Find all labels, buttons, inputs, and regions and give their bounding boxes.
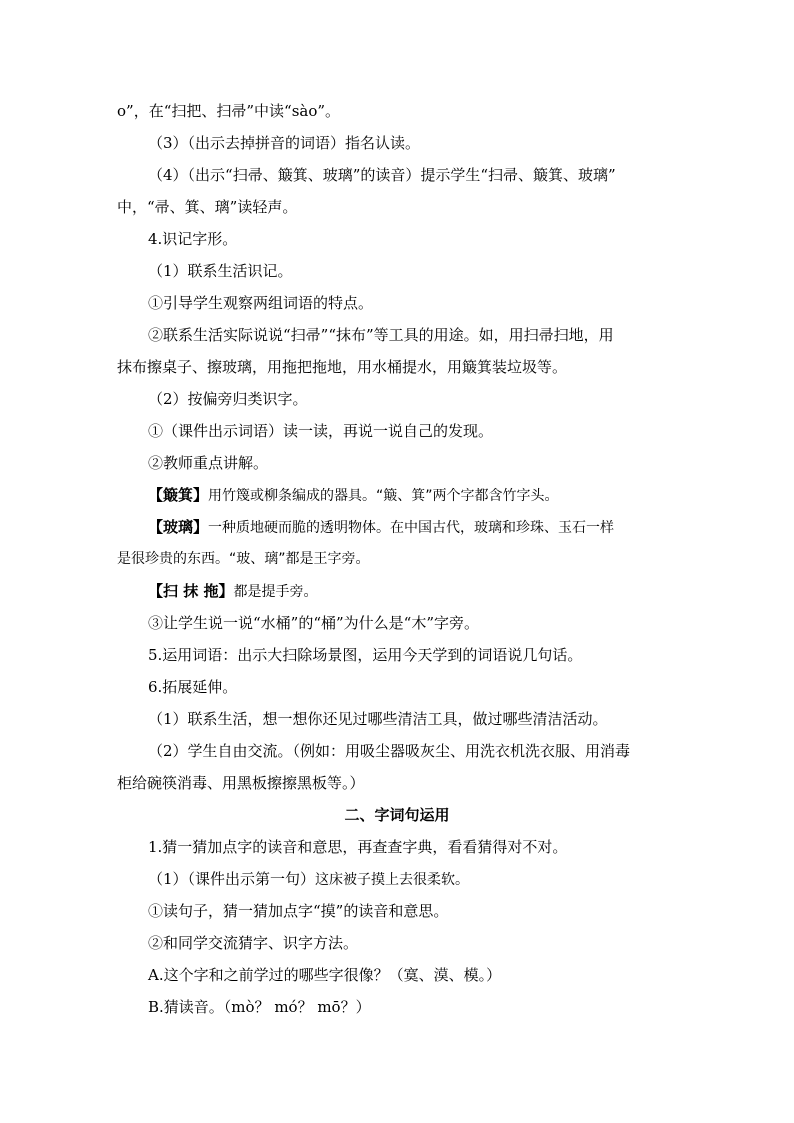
text-line: ②和同学交流猜字、识字方法。: [148, 934, 359, 952]
text-line: ①读句子，猜一猜加点字“摸”的读音和意思。: [148, 902, 449, 920]
example-sentence: 这床被子摸上去很柔软。: [315, 872, 470, 888]
text-line: 4.识记字形。: [148, 230, 238, 248]
text-line: （3）（出示去掉拼音的词语）指名认读。: [148, 134, 421, 152]
definition-text: 一种质地硬而脆的透明物体。在中国古代，玻璃和珍珠、玉石一样: [208, 520, 615, 536]
text-line: 中，“帚、箕、璃”读轻声。: [117, 198, 298, 216]
text-line: ①（课件出示词语）读一读，再说一说自己的发现。: [148, 422, 494, 440]
definition-term: 【玻璃】: [148, 518, 209, 536]
text-line: ③让学生说一说“水桶”的“桶”为什么是“木”字旁。: [148, 614, 480, 632]
text-line: 柜给碗筷消毒、用黑板擦擦黑板等。）: [117, 774, 365, 792]
text-span: （1）（课件出示第一句）: [148, 870, 316, 888]
text-line: （2）学生自由交流。（例如：用吸尘器吸灰尘、用洗衣机洗衣服、用消毒: [148, 742, 631, 760]
definition-text: 都是提手旁。: [233, 584, 318, 600]
definition-text: 用竹篾或柳条编成的器具。“簸、箕”两个字都含竹字头。: [208, 488, 559, 504]
text-line: （1）联系生活识记。: [148, 262, 293, 280]
text-line: B.猜读音。（mò？ mó？ mō？）: [148, 998, 371, 1016]
text-line: （2）按偏旁归类识字。: [148, 390, 308, 408]
definition-line: [148, 517, 708, 538]
text-line: （1）联系生活，想一想你还见过哪些清洁工具，做过哪些清洁活动。: [148, 710, 608, 728]
text-line: 抹布擦桌子、擦玻璃，用拖把拖地，用水桶提水，用簸箕装垃圾等。: [117, 358, 568, 376]
text-span: （4）（出示“扫帚、簸箕、玻璃”的读音）提示学生“扫帚、簸箕、玻璃”: [148, 166, 616, 184]
text-line: A.这个字和之前学过的哪些字很像？（寞、漠、模。）: [148, 966, 502, 984]
text-line: ②教师重点讲解。: [148, 454, 269, 472]
section-heading: 二、字词句运用: [344, 806, 450, 824]
text-line: 6.拓展延伸。: [148, 678, 238, 696]
definition-line: [148, 581, 708, 602]
text-line: ②联系生活实际说说“扫帚”“抹布”等工具的用途。如，用扫帚扫地，用: [148, 326, 614, 344]
definition-continuation: 是很珍贵的东西。“玻、璃”都是王字旁。: [117, 551, 370, 567]
text-line: 1.猜一猜加点字的读音和意思，再查查字典，看看猜得对不对。: [148, 838, 568, 856]
text-line: [148, 869, 708, 890]
definition-line: [148, 485, 708, 506]
definition-term: 【扫 抹 拖】: [148, 582, 234, 600]
text-line: o”，在“扫把、扫帚”中读“sào”。: [117, 102, 341, 120]
text-line: [148, 165, 677, 185]
text-line: ①引导学生观察两组词语的特点。: [148, 294, 374, 312]
text-line: 5.运用词语：出示大扫除场景图，运用今天学到的词语说几句话。: [148, 646, 583, 664]
definition-term: 【簸箕】: [148, 486, 209, 504]
